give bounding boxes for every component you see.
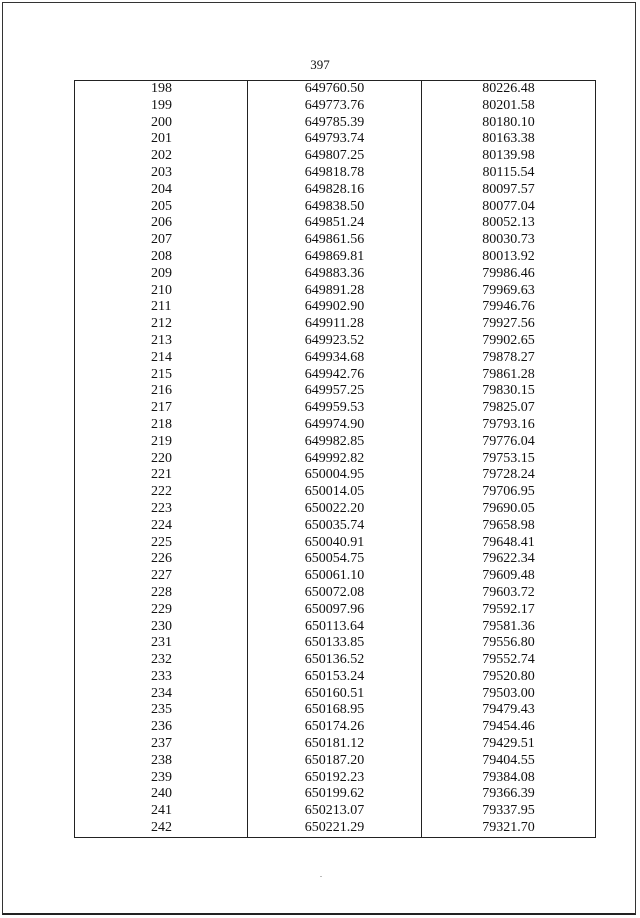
point-number-cell: 239 — [75, 770, 248, 787]
y-coordinate-cell: 80226.48 — [422, 81, 596, 98]
table-row — [75, 786, 596, 803]
y-coordinate-cell: 79622.34 — [422, 551, 596, 568]
x-coordinate-cell: 649923.52 — [248, 333, 422, 350]
point-number-cell: 242 — [75, 820, 248, 837]
point-number-cell: 237 — [75, 736, 248, 753]
table-row — [75, 501, 596, 518]
point-number-cell: 236 — [75, 719, 248, 736]
table-row — [75, 451, 596, 468]
point-number-cell: 224 — [75, 518, 248, 535]
x-coordinate-cell: 650213.07 — [248, 803, 422, 820]
point-number-cell: 198 — [75, 81, 248, 98]
table-row — [75, 434, 596, 451]
y-coordinate-cell: 80139.98 — [422, 148, 596, 165]
x-coordinate-cell: 650097.96 — [248, 602, 422, 619]
table-row — [75, 602, 596, 619]
x-coordinate-cell: 650181.12 — [248, 736, 422, 753]
y-coordinate-cell: 79592.17 — [422, 602, 596, 619]
y-coordinate-cell: 79648.41 — [422, 535, 596, 552]
y-coordinate-cell: 79776.04 — [422, 434, 596, 451]
x-coordinate-cell: 649818.78 — [248, 165, 422, 182]
table-row — [75, 165, 596, 182]
y-coordinate-cell: 79728.24 — [422, 467, 596, 484]
point-number-cell: 203 — [75, 165, 248, 182]
y-coordinate-cell: 79690.05 — [422, 501, 596, 518]
table-row — [75, 652, 596, 669]
table-row — [75, 770, 596, 787]
point-number-cell: 238 — [75, 753, 248, 770]
x-coordinate-cell: 649773.76 — [248, 98, 422, 115]
point-number-cell: 228 — [75, 585, 248, 602]
x-coordinate-cell: 650113.64 — [248, 619, 422, 636]
x-coordinate-cell: 650040.91 — [248, 535, 422, 552]
table-body — [75, 81, 596, 838]
x-coordinate-cell: 649959.53 — [248, 400, 422, 417]
point-number-cell: 219 — [75, 434, 248, 451]
y-coordinate-cell: 79878.27 — [422, 350, 596, 367]
x-coordinate-cell: 649807.25 — [248, 148, 422, 165]
table-row — [75, 249, 596, 266]
table-row — [75, 551, 596, 568]
table-row — [75, 467, 596, 484]
point-number-cell: 200 — [75, 115, 248, 132]
point-number-cell: 204 — [75, 182, 248, 199]
x-coordinate-cell: 650133.85 — [248, 635, 422, 652]
y-coordinate-cell: 79969.63 — [422, 283, 596, 300]
x-coordinate-cell: 649828.16 — [248, 182, 422, 199]
x-coordinate-cell: 649869.81 — [248, 249, 422, 266]
y-coordinate-cell: 79986.46 — [422, 266, 596, 283]
y-coordinate-cell: 79927.56 — [422, 316, 596, 333]
x-coordinate-cell: 650136.52 — [248, 652, 422, 669]
point-number-cell: 230 — [75, 619, 248, 636]
x-coordinate-cell: 650072.08 — [248, 585, 422, 602]
table-row — [75, 669, 596, 686]
point-number-cell: 221 — [75, 467, 248, 484]
x-coordinate-cell: 649883.36 — [248, 266, 422, 283]
x-coordinate-cell: 649902.90 — [248, 299, 422, 316]
point-number-cell: 208 — [75, 249, 248, 266]
table-row — [75, 753, 596, 770]
page-number: 397 — [310, 57, 330, 72]
point-number-cell: 212 — [75, 316, 248, 333]
x-coordinate-cell: 650168.95 — [248, 702, 422, 719]
x-coordinate-cell: 649793.74 — [248, 131, 422, 148]
x-coordinate-cell: 650022.20 — [248, 501, 422, 518]
point-number-cell: 231 — [75, 635, 248, 652]
table-row — [75, 719, 596, 736]
x-coordinate-cell: 650174.26 — [248, 719, 422, 736]
y-coordinate-cell: 80077.04 — [422, 199, 596, 216]
x-coordinate-cell: 649760.50 — [248, 81, 422, 98]
table-row — [75, 215, 596, 232]
y-coordinate-cell: 79861.28 — [422, 367, 596, 384]
y-coordinate-cell: 79830.15 — [422, 383, 596, 400]
x-coordinate-cell: 650221.29 — [248, 820, 422, 837]
point-number-cell: 202 — [75, 148, 248, 165]
table-row — [75, 417, 596, 434]
x-coordinate-cell: 650192.23 — [248, 770, 422, 787]
point-number-cell: 215 — [75, 367, 248, 384]
x-coordinate-cell: 649934.68 — [248, 350, 422, 367]
y-coordinate-cell: 80013.92 — [422, 249, 596, 266]
table-row — [75, 131, 596, 148]
x-coordinate-cell: 650153.24 — [248, 669, 422, 686]
point-number-cell: 233 — [75, 669, 248, 686]
x-coordinate-cell: 649957.25 — [248, 383, 422, 400]
x-coordinate-cell: 650054.75 — [248, 551, 422, 568]
table-row — [75, 299, 596, 316]
scan-speck — [320, 876, 322, 877]
x-coordinate-cell: 649992.82 — [248, 451, 422, 468]
x-coordinate-cell: 649861.56 — [248, 232, 422, 249]
point-number-cell: 217 — [75, 400, 248, 417]
y-coordinate-cell: 80163.38 — [422, 131, 596, 148]
y-coordinate-cell: 79658.98 — [422, 518, 596, 535]
table-row — [75, 736, 596, 753]
table-row — [75, 350, 596, 367]
point-number-cell: 199 — [75, 98, 248, 115]
table-row — [75, 635, 596, 652]
y-coordinate-cell: 80180.10 — [422, 115, 596, 132]
x-coordinate-cell: 649838.50 — [248, 199, 422, 216]
y-coordinate-cell: 80052.13 — [422, 215, 596, 232]
point-number-cell: 227 — [75, 568, 248, 585]
table-row — [75, 400, 596, 417]
table-row — [75, 199, 596, 216]
y-coordinate-cell: 79825.07 — [422, 400, 596, 417]
y-coordinate-cell: 79946.76 — [422, 299, 596, 316]
table-row — [75, 148, 596, 165]
y-coordinate-cell: 79337.95 — [422, 803, 596, 820]
y-coordinate-cell: 79503.00 — [422, 686, 596, 703]
y-coordinate-cell: 79454.46 — [422, 719, 596, 736]
point-number-cell: 218 — [75, 417, 248, 434]
table-row — [75, 182, 596, 199]
table-row — [75, 98, 596, 115]
y-coordinate-cell: 79429.51 — [422, 736, 596, 753]
point-number-cell: 206 — [75, 215, 248, 232]
table-row — [75, 484, 596, 501]
table-row — [75, 266, 596, 283]
y-coordinate-cell: 79902.65 — [422, 333, 596, 350]
table-row — [75, 585, 596, 602]
x-coordinate-cell: 649974.90 — [248, 417, 422, 434]
y-coordinate-cell: 79603.72 — [422, 585, 596, 602]
point-number-cell: 229 — [75, 602, 248, 619]
y-coordinate-cell: 80097.57 — [422, 182, 596, 199]
y-coordinate-cell: 79520.80 — [422, 669, 596, 686]
table-row — [75, 619, 596, 636]
y-coordinate-cell: 79581.36 — [422, 619, 596, 636]
y-coordinate-cell: 80201.58 — [422, 98, 596, 115]
point-number-cell: 211 — [75, 299, 248, 316]
point-number-cell: 223 — [75, 501, 248, 518]
table-row — [75, 333, 596, 350]
point-number-cell: 241 — [75, 803, 248, 820]
x-coordinate-cell: 650187.20 — [248, 753, 422, 770]
table-row — [75, 518, 596, 535]
x-coordinate-cell: 649911.28 — [248, 316, 422, 333]
x-coordinate-cell: 649982.85 — [248, 434, 422, 451]
y-coordinate-cell: 80115.54 — [422, 165, 596, 182]
y-coordinate-cell: 79384.08 — [422, 770, 596, 787]
point-number-cell: 226 — [75, 551, 248, 568]
y-coordinate-cell: 79609.48 — [422, 568, 596, 585]
point-number-cell: 220 — [75, 451, 248, 468]
table-row — [75, 316, 596, 333]
point-number-cell: 234 — [75, 686, 248, 703]
x-coordinate-cell: 650004.95 — [248, 467, 422, 484]
y-coordinate-cell: 79366.39 — [422, 786, 596, 803]
point-number-cell: 213 — [75, 333, 248, 350]
table-row — [75, 367, 596, 384]
table-row — [75, 820, 596, 837]
point-number-cell: 240 — [75, 786, 248, 803]
point-number-cell: 225 — [75, 535, 248, 552]
point-number-cell: 205 — [75, 199, 248, 216]
point-number-cell: 235 — [75, 702, 248, 719]
x-coordinate-cell: 649851.24 — [248, 215, 422, 232]
point-number-cell: 210 — [75, 283, 248, 300]
y-coordinate-cell: 79404.55 — [422, 753, 596, 770]
point-number-cell: 216 — [75, 383, 248, 400]
x-coordinate-cell: 650061.10 — [248, 568, 422, 585]
table-row — [75, 81, 596, 98]
x-coordinate-cell: 650160.51 — [248, 686, 422, 703]
table-row — [75, 232, 596, 249]
y-coordinate-cell: 79706.95 — [422, 484, 596, 501]
y-coordinate-cell: 79321.70 — [422, 820, 596, 837]
y-coordinate-cell: 79793.16 — [422, 417, 596, 434]
point-number-cell: 201 — [75, 131, 248, 148]
y-coordinate-cell: 79479.43 — [422, 702, 596, 719]
x-coordinate-cell: 649942.76 — [248, 367, 422, 384]
x-coordinate-cell: 649785.39 — [248, 115, 422, 132]
table-row — [75, 568, 596, 585]
x-coordinate-cell: 650035.74 — [248, 518, 422, 535]
x-coordinate-cell: 650199.62 — [248, 786, 422, 803]
point-number-cell: 232 — [75, 652, 248, 669]
y-coordinate-cell: 79556.80 — [422, 635, 596, 652]
y-coordinate-cell: 79753.15 — [422, 451, 596, 468]
y-coordinate-cell: 80030.73 — [422, 232, 596, 249]
table-row — [75, 115, 596, 132]
x-coordinate-cell: 649891.28 — [248, 283, 422, 300]
table-row — [75, 686, 596, 703]
table-row — [75, 383, 596, 400]
y-coordinate-cell: 79552.74 — [422, 652, 596, 669]
table-row — [75, 702, 596, 719]
point-number-cell: 207 — [75, 232, 248, 249]
x-coordinate-cell: 650014.05 — [248, 484, 422, 501]
coordinate-table — [74, 80, 596, 838]
point-number-cell: 222 — [75, 484, 248, 501]
table-row — [75, 803, 596, 820]
point-number-cell: 214 — [75, 350, 248, 367]
table-row — [75, 535, 596, 552]
point-number-cell: 209 — [75, 266, 248, 283]
table-row — [75, 283, 596, 300]
